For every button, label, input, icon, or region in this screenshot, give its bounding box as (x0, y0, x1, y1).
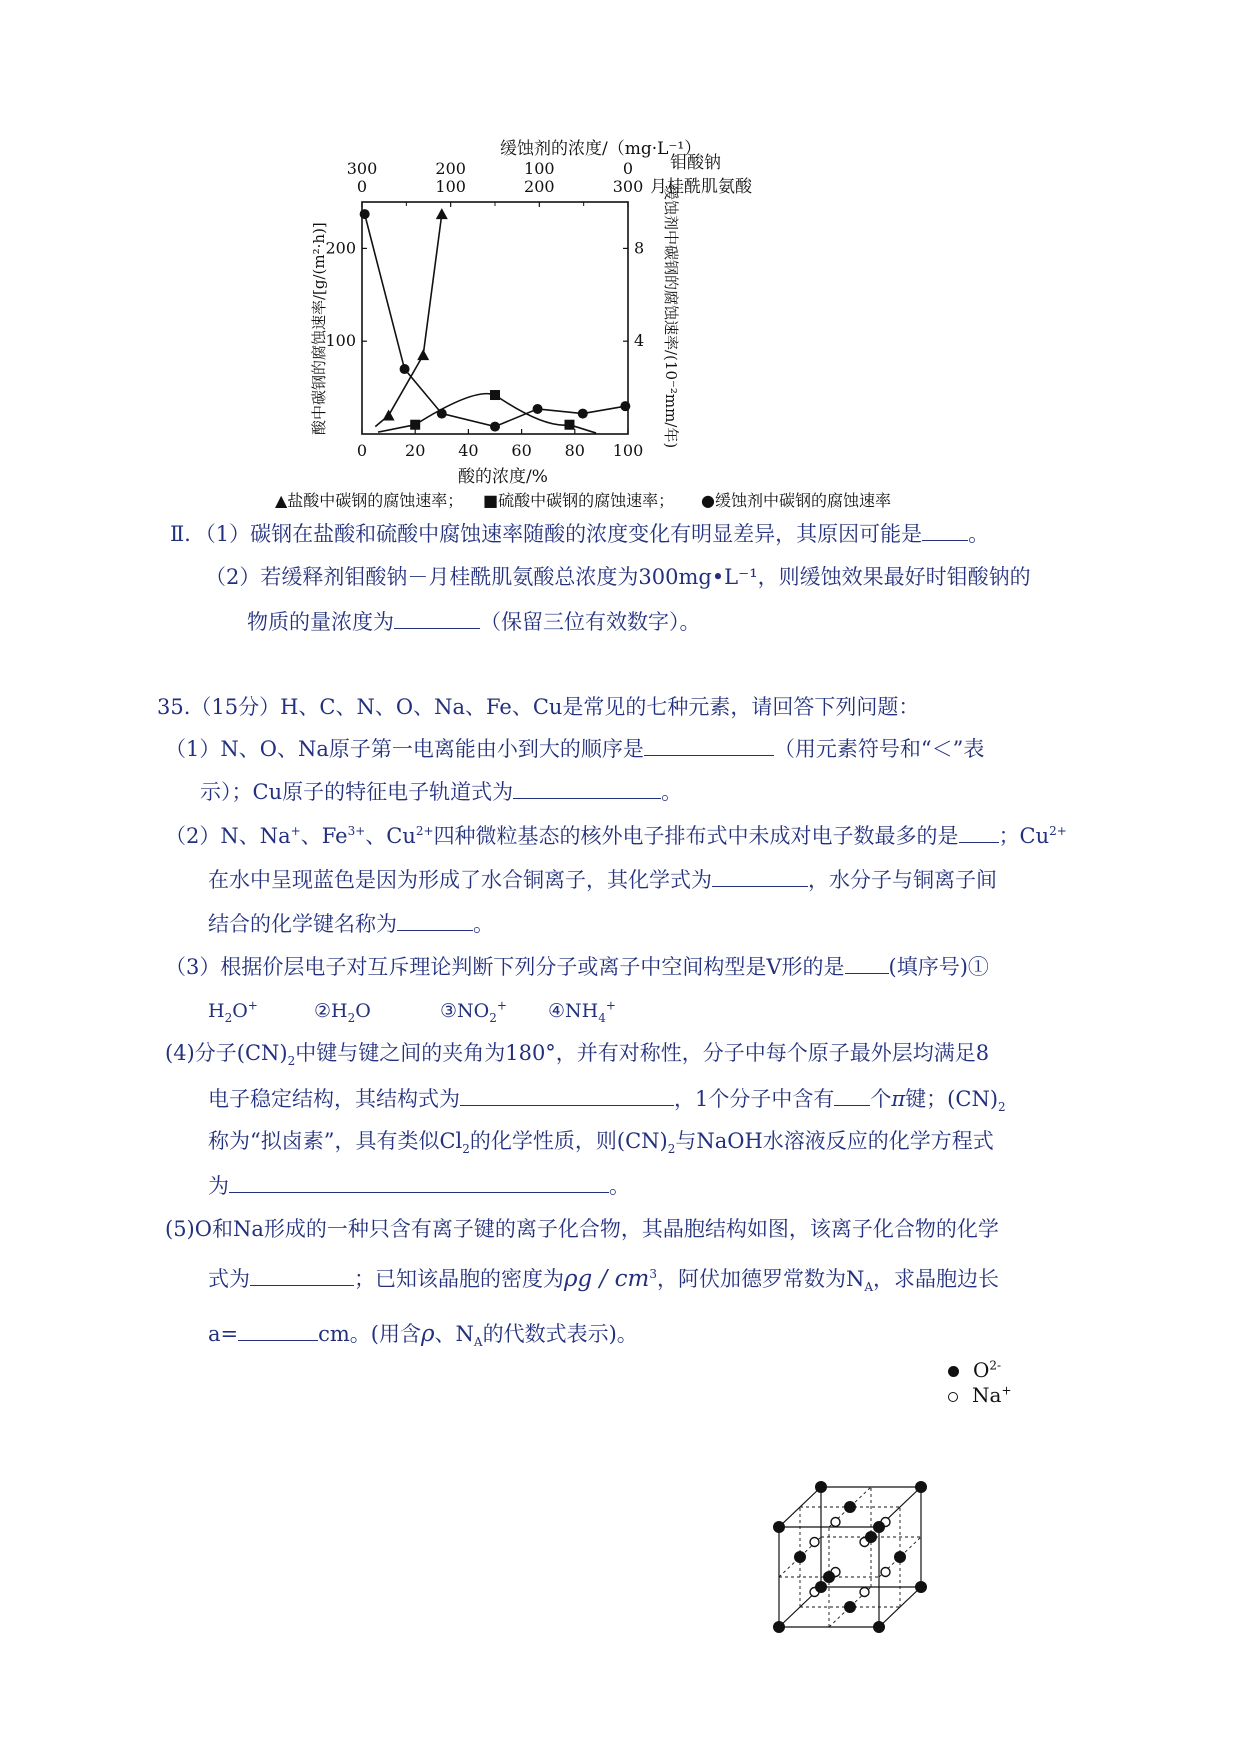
q34-part2-line3: 物质的量浓度为 （保留三位有效数字）。 (247, 606, 701, 637)
q35-intro: 35.（15分）H、C、N、O、Na、Fe、Cu是常见的七种元素，请回答下列问题： (157, 695, 920, 719)
top-row2-tick-label: 200 (524, 177, 555, 196)
q34-part2-line1: Ⅱ．（1）碳钢在盐酸和硫酸中腐蚀速率随酸的浓度变化有明显差异，其原因可能是 。 (170, 518, 989, 549)
data-point-square (490, 390, 500, 400)
top-axis-row2-label: 月桂酰肌氨酸 (650, 177, 752, 197)
data-point-circle (578, 409, 588, 419)
data-point-circle (533, 404, 543, 414)
o-ion (844, 1501, 856, 1513)
x-tick-label: 20 (405, 441, 426, 460)
answer-blank[interactable] (460, 1083, 674, 1106)
data-point-circle (490, 422, 500, 432)
top-row2-tick-label: 300 (612, 177, 644, 196)
o-ion (773, 1621, 785, 1633)
answer-blank[interactable] (834, 1083, 870, 1106)
answer-blank[interactable] (229, 1170, 609, 1193)
data-point-square (564, 420, 574, 430)
data-point-circle (400, 364, 410, 374)
top-row1-tick-label: 300 (346, 159, 378, 178)
q35-2-line2: 在水中呈现蓝色是因为形成了水合铜离子，其化学式为 ，水分子与铜离子间 (208, 864, 997, 895)
q35-4-line3: 称为“拟卤素”，具有类似$Cl_2$的化学性质，则$(CN)_2$与NaOH水溶液反应的化学方程式 (208, 1129, 994, 1157)
data-point-circle (360, 209, 370, 219)
corrosion-rate-chart (275, 130, 950, 570)
legend-entry: ▲盐酸中碳钢的腐蚀速率； (275, 491, 464, 510)
legend-entry: ●缓蚀剂中碳钢的腐蚀速率 (701, 491, 891, 510)
answer-blank[interactable] (712, 864, 808, 887)
option-2: $②H_2O$ (314, 1000, 371, 1025)
answer-blank[interactable] (394, 606, 480, 629)
crystal-cell-diagram (765, 1465, 945, 1635)
top-row1-tick-label: 100 (524, 159, 555, 178)
answer-blank[interactable] (922, 518, 968, 541)
q35-3-line1: （3）根据价层电子对互斥理论判断下列分子或离子中空间构型是V形的是 (填序号)① (165, 951, 989, 982)
legend-entry: ■硫酸中碳钢的腐蚀速率； (483, 491, 675, 510)
x-tick-label: 100 (612, 441, 644, 460)
top-row1-tick-label: 200 (435, 159, 466, 178)
answer-blank[interactable] (644, 733, 774, 756)
data-point-square (410, 420, 420, 430)
cation-marker (948, 1392, 958, 1402)
q35-2-line1: （2）N、Na+、$Fe^{3+}$、$Cu^{2+}$四种微粒基态的核外电子排布式中未成对电子数最多的是 ；$Cu^{2+}$ (165, 820, 1067, 851)
q35-4-line4: 为 。 (208, 1170, 630, 1201)
y-left-tick-label: 100 (325, 331, 356, 351)
o-ion (873, 1621, 885, 1633)
x-tick-label: 60 (511, 441, 532, 460)
top-axis-row1-label: 钼酸钠 (670, 153, 721, 173)
crystal-legend-cation: Na+ (948, 1383, 1012, 1407)
q35-3-options (208, 996, 616, 1026)
na-ion (860, 1588, 869, 1597)
option-1: $H_2O^+$ (208, 998, 258, 1025)
o-ion (823, 1571, 835, 1583)
q35-5-line1: (5)O和Na形成的一种只含有离子键的离子化合物，其晶胞结构如图，该离子化合物的化学 (165, 1217, 999, 1241)
q35-1-line1: （1）N、O、Na原子第一电离能由小到大的顺序是 （用元素符号和“＜”表 (165, 733, 984, 764)
answer-blank[interactable] (959, 820, 999, 843)
na-ion (881, 1568, 890, 1577)
o-ion (915, 1481, 927, 1493)
top-row1-tick-label: 0 (622, 159, 634, 178)
o-ion (773, 1521, 785, 1533)
x-tick-label: 0 (356, 441, 368, 460)
data-point-circle (437, 409, 447, 419)
answer-blank[interactable] (845, 951, 889, 974)
o-ion (794, 1551, 806, 1563)
answer-blank[interactable] (238, 1318, 318, 1341)
q35-4-line1: (4)分子$(CN)_2$中键与键之间的夹角为180°，并有对称性，分子中每个原子最外层均满足8 (165, 1041, 990, 1069)
y-right-tick-label: 8 (634, 238, 645, 258)
x-tick-label: 80 (564, 441, 585, 460)
q35-5-line3: a= cm。(用含ρ、$N_A$的代数式表示)。 (208, 1318, 638, 1349)
q35-1-line2: 示）；Cu原子的特征电子轨道式为 。 (200, 776, 682, 807)
q35-4-line2: 电子稳定结构，其结构式为 ，1个分子中含有 个π键；$(CN)_2$ (208, 1083, 1006, 1114)
x-tick-label: 40 (458, 441, 479, 460)
o-ion (865, 1531, 877, 1543)
left-axis-label: 酸中碳钢的腐蚀速率/[g/(m²·h)] (310, 222, 328, 435)
o-ion (915, 1581, 927, 1593)
answer-blank[interactable] (513, 776, 661, 799)
o-ion (844, 1601, 856, 1613)
top-axis-title: 缓蚀剂的浓度/（mg·L⁻¹） (500, 139, 702, 159)
q35-2-line3: 结合的化学键名称为 。 (208, 908, 494, 939)
o-ion (815, 1581, 827, 1593)
series-line (375, 214, 442, 427)
anion-marker (948, 1366, 959, 1377)
q35-5-line2: 式为 ；已知该晶胞的密度为ρg / $cm^3$，阿伏加德罗常数为$N_A$，求晶胞边长 (208, 1263, 999, 1294)
density-expression: ρg / cm (564, 1266, 650, 1292)
part-roman: Ⅱ． (170, 522, 206, 546)
data-point-triangle (383, 409, 395, 420)
right-axis-label: 缓蚀剂中碳钢的腐蚀速率/(10⁻²mm/年) (662, 185, 680, 449)
answer-blank[interactable] (397, 908, 473, 931)
data-point-triangle (417, 349, 429, 360)
y-left-tick-label: 200 (325, 238, 356, 258)
top-row2-tick-label: 100 (435, 177, 466, 196)
o-ion (873, 1521, 885, 1533)
crystal-legend-anion: $O^{2-}$ (948, 1358, 1001, 1382)
option-3: $③NO_2^+$ (440, 998, 507, 1025)
na-ion (831, 1518, 840, 1527)
na-ion (810, 1538, 819, 1547)
x-axis-label: 酸的浓度/% (458, 467, 548, 487)
answer-blank[interactable] (250, 1263, 354, 1286)
top-row2-tick-label: 0 (356, 177, 368, 196)
data-point-circle (620, 401, 630, 411)
data-point-triangle (436, 208, 448, 219)
o-ion (815, 1481, 827, 1493)
y-right-tick-label: 4 (634, 331, 645, 351)
q34-part2-line2: （2）若缓释剂钼酸钠－月桂酰肌氨酸总浓度为300mg•L⁻¹，则缓蚀效果最好时钼酸钠的 (205, 565, 1031, 589)
option-4: $④NH_4^+$ (548, 998, 616, 1025)
o-ion (894, 1551, 906, 1563)
